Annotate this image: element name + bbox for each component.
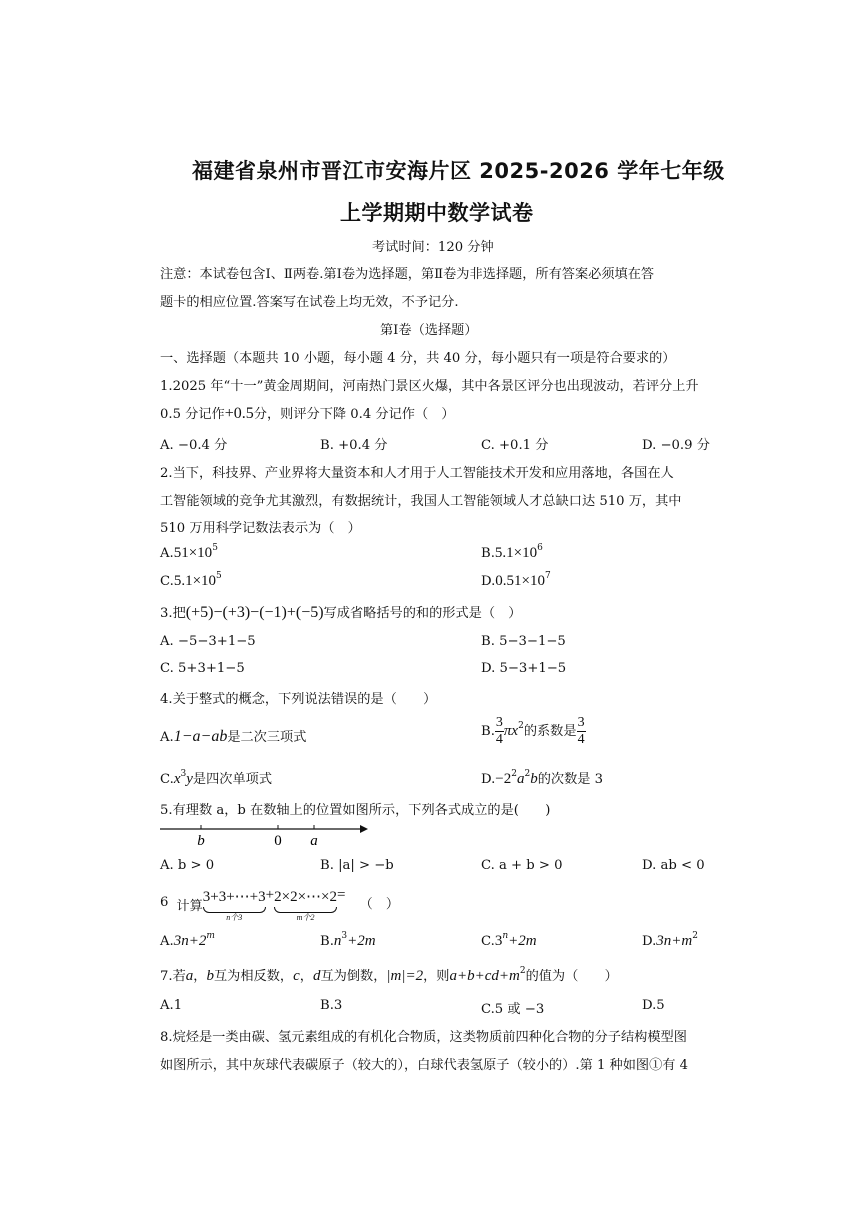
q6-option-c: [481, 933, 537, 950]
q7-b: b: [206, 968, 214, 984]
q6-sum-group: [203, 887, 266, 922]
q2-option-c-label: C.: [160, 574, 174, 589]
q1-option-c: C. +0.1 分: [481, 438, 549, 453]
q3-option-a: A. −5−3+1−5: [160, 634, 256, 649]
q8-line2: 如图所示，其中灰球代表碳原子（较大的），白球代表氢原子（较小的）.第 1 种如图①有 4: [160, 1058, 689, 1073]
q1-option-a: A. −0.4 分: [160, 438, 228, 453]
q7-mid5: ，则: [423, 969, 450, 984]
q2-line1: 2.当下，科技界、产业界将大量资本和人才用于人工智能技术开发和应用落地，各国在人: [160, 466, 674, 481]
number-line-figure: [155, 820, 370, 850]
q5-option-a: A. b > 0: [160, 858, 215, 873]
q4-option-b-frac2-den: 4: [577, 732, 585, 747]
q6-prod-count: m个2: [296, 913, 315, 922]
q7-mid1: ，: [193, 969, 207, 984]
q6-sum-count: n个3: [226, 913, 243, 922]
section-title: 一、选择题（本题共 10 小题，每小题 4 分，共 40 分，每小题只有一项是符合要求的）: [160, 351, 676, 366]
q4-option-c-text: 是四次单项式: [192, 772, 273, 787]
q6-option-a-exp: m: [206, 931, 215, 941]
q7-a: a: [185, 968, 194, 984]
paper-title-line1: 福建省泉州市晋江市安海片区 2025-2026 学年七年级: [192, 159, 725, 183]
exam-time: 考试时间：120 分钟: [372, 240, 494, 255]
q4-option-d-exp2: 2: [524, 769, 531, 779]
q4-option-a-label: A.: [160, 730, 174, 745]
q5-option-c: C. a + b > 0: [481, 858, 563, 873]
q1-option-d: D. −0.9 分: [642, 438, 710, 453]
q4-option-b-frac1-num: 3: [495, 715, 503, 730]
q6-option-a: [160, 933, 215, 950]
q7-pre: 7.若: [160, 969, 186, 984]
q2-option-a-exp: 5: [212, 543, 218, 553]
q6-option-d-pre: 3n+m: [656, 933, 693, 949]
q7-option-a: A.1: [160, 998, 183, 1013]
q6-option-c-pre: 3: [494, 933, 503, 949]
q3-pre: 3.把: [160, 606, 186, 621]
q7-mid3: ，: [299, 969, 313, 984]
paper-title-line2: 上学期期中数学试卷: [340, 201, 534, 225]
q6-option-b-pre: n: [333, 933, 342, 949]
q4-stem: 4.关于整式的概念，下列说法错误的是（ ）: [160, 692, 437, 707]
q3-option-b: B. 5−3−1−5: [481, 634, 566, 649]
q4-option-b-frac2-num: 3: [577, 715, 585, 730]
q4-option-d-base: −2: [495, 771, 512, 787]
q2-option-a-label: A.: [160, 546, 174, 561]
q2-option-b-exp: 6: [537, 543, 543, 553]
q7-abs-m: |m|=2: [386, 968, 424, 984]
q2-option-d-label: D.: [481, 574, 496, 589]
q2-line3: 510 万用科学记数法表示为（ ）: [160, 521, 361, 536]
q2-option-d: [481, 573, 551, 590]
q6-prod-group: [274, 887, 337, 922]
q6-equals: =: [337, 887, 346, 903]
q2-option-c: [160, 573, 222, 590]
q1-line1: 1.2025 年“十一”黄金周期间，河南热门景区火爆，其中各景区评分也出现波动，若评分上升: [160, 379, 699, 394]
q4-option-d-label: D.: [481, 772, 496, 787]
q4-option-a-text: 是二次三项式: [227, 730, 307, 745]
q7-option-b: B.3: [320, 998, 343, 1013]
q2-option-a: [160, 545, 218, 562]
q5-option-d: D. ab < 0: [642, 858, 705, 873]
q6-option-c-label: C.: [481, 934, 495, 949]
q1-option-b: B. +0.4 分: [320, 438, 388, 453]
q7-mid2: 互为相反数，: [213, 969, 294, 984]
q5-stem: 5.有理数 a，b 在数轴上的位置如图所示，下列各式成立的是( ): [160, 803, 551, 818]
q3-option-c: C. 5+3+1−5: [160, 661, 245, 676]
q4-option-d-a: a: [517, 771, 525, 787]
q6-option-d-label: D.: [642, 934, 657, 949]
q6-plus: +: [265, 887, 275, 903]
q6-stem: [160, 887, 399, 922]
number-line-arrow: [360, 825, 368, 833]
q4-option-b-exp: 2: [518, 721, 524, 731]
q4-option-a: [160, 726, 306, 746]
q6-option-b-exp: 3: [341, 931, 348, 941]
q6-blank: （ ）: [359, 897, 400, 912]
q2-option-b: [481, 545, 543, 562]
number-line-label-0: 0: [274, 833, 282, 849]
q4-option-b-expr: πx: [503, 723, 519, 739]
q6-option-d-exp: 2: [692, 931, 698, 941]
q3-option-d: D. 5−3+1−5: [481, 661, 567, 676]
volume-title: 第Ⅰ卷（选择题）: [380, 323, 478, 338]
q4-option-c: [160, 768, 272, 788]
q4-option-b-text: 的系数是: [523, 724, 577, 739]
q4-option-c-y: y: [186, 771, 193, 787]
q7-mid4: 互为倒数，: [320, 969, 387, 984]
q6-option-d: [642, 933, 698, 950]
q4-option-d-b: b: [530, 771, 538, 787]
q7-stem: [160, 965, 618, 985]
q1-line2: [160, 403, 455, 423]
number-line-label-a: a: [310, 833, 318, 849]
q2-option-d-exp: 7: [545, 571, 551, 581]
q4-option-c-x: x: [173, 771, 181, 787]
q6-option-a-pre: 3n+2: [173, 933, 207, 949]
notice-line1: 注意：本试卷包含Ⅰ、Ⅱ两卷.第Ⅰ卷为选择题，第Ⅱ卷为非选择题，所有答案必须填在答: [160, 267, 655, 282]
q3-post: 写成省略括号的和的形式是（ ）: [323, 606, 522, 621]
q6-option-b: [320, 933, 376, 950]
q5-option-b: B. |a| > −b: [320, 858, 394, 873]
q8-line1: 8.烷烃是一类由碳、氢元素组成的有机化合物质，这类物质前四种化合物的分子结构模型图: [160, 1030, 687, 1045]
q6-option-c-exp: n: [502, 931, 509, 941]
q2-line2: 工智能领域的竞争尤其激烈，有数据统计，我国人工智能领域人才总缺口达 510 万，其中: [160, 494, 682, 509]
q1-line2-math: +0.5: [224, 405, 254, 422]
q1-line2-pre: 0.5 分记作: [160, 407, 225, 422]
q4-option-b-frac2: [577, 716, 586, 747]
notice-line2: 题卡的相应位置.答案写在试卷上均无效，不予记分.: [160, 295, 459, 310]
q4-option-c-exp: 3: [180, 769, 187, 779]
q7-expr-exp: 2: [519, 966, 526, 976]
q2-option-c-exp: 5: [216, 571, 222, 581]
q7-expr: a+b+cd+m: [449, 968, 520, 984]
q4-option-b-label: B.: [481, 724, 495, 739]
q2-option-c-base: 5.1×10: [173, 573, 217, 589]
q6-sum-terms: 3+3+⋯+3: [202, 889, 266, 905]
q6-option-a-label: A.: [160, 934, 174, 949]
q4-option-c-label: C.: [160, 772, 174, 787]
q7-option-c: C.5 或 −3: [481, 1002, 545, 1017]
q3-stem: [160, 602, 521, 622]
q2-option-b-label: B.: [481, 546, 495, 561]
q4-option-d-text: 的次数是 3: [537, 772, 604, 787]
q4-option-b: [481, 716, 586, 747]
q6-option-b-label: B.: [320, 934, 334, 949]
q2-option-d-base: 0.51×10: [495, 573, 546, 589]
q7-option-d: D.5: [642, 998, 665, 1013]
q1-line2-post: 分，则评分下降 0.4 分记作（ ）: [253, 407, 455, 422]
number-line-label-b: b: [197, 833, 205, 849]
q7-c: c: [293, 968, 300, 984]
q4-option-a-math: 1−a−ab: [173, 728, 228, 745]
q6-pre: 计算: [176, 899, 203, 914]
q4-option-b-frac1: [495, 716, 504, 747]
q2-option-a-base: 51×10: [173, 545, 213, 561]
q4-option-d-exp1: 2: [511, 769, 517, 779]
q4-option-d: [481, 768, 603, 788]
q6-prod-terms: 2×2×⋯×2: [274, 889, 338, 905]
q4-option-b-frac1-den: 4: [495, 732, 503, 747]
q6-option-b-post: +2m: [347, 933, 376, 949]
q6-num: 6: [160, 895, 169, 910]
q2-option-b-base: 5.1×10: [494, 545, 538, 561]
q6-option-c-post: +2m: [508, 933, 537, 949]
q3-math: (+5)−(+3)−(−1)+(−5): [185, 604, 324, 621]
q7-d: d: [312, 968, 321, 984]
q7-post: 的值为（ ）: [525, 969, 618, 984]
